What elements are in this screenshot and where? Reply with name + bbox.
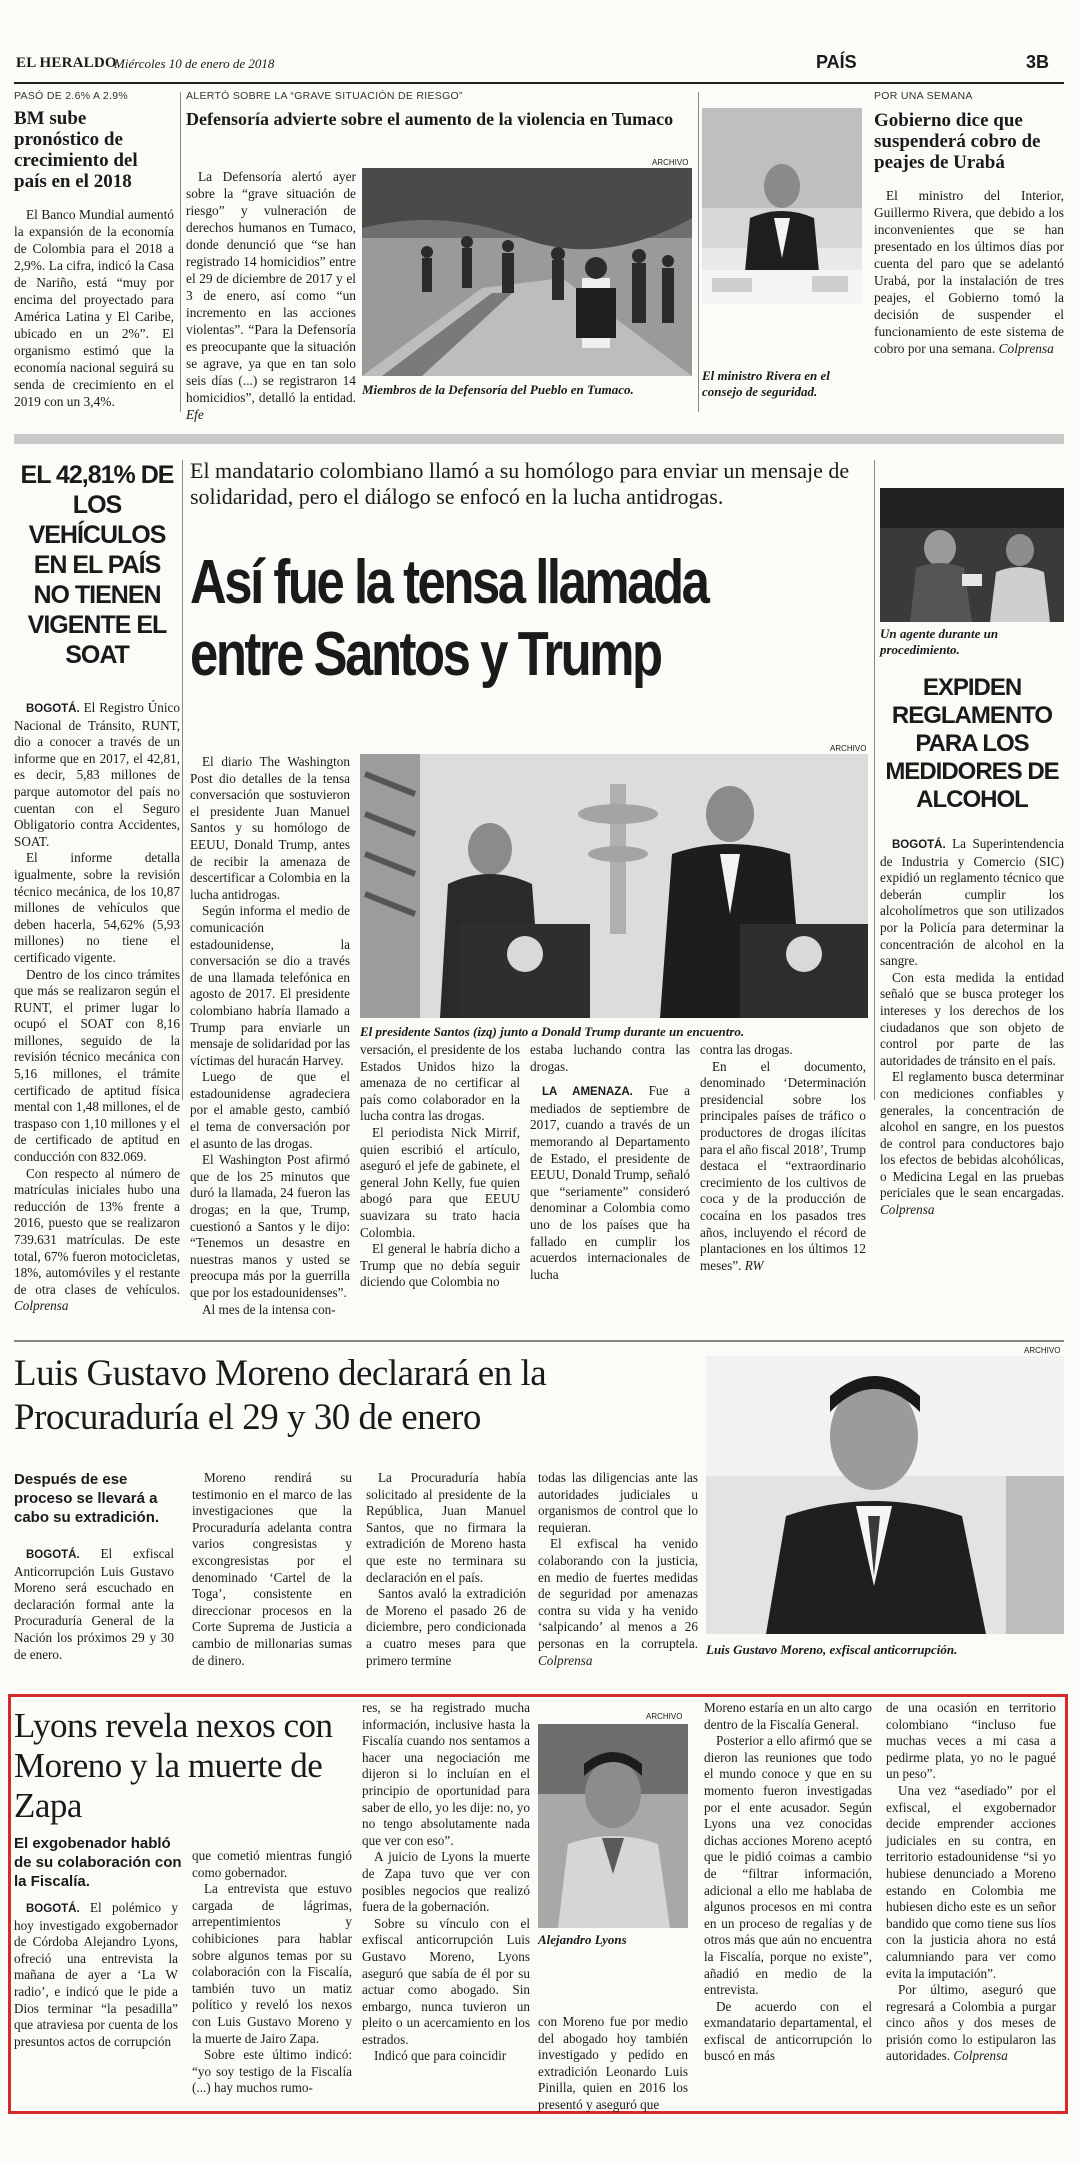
- page-number: 3B: [1026, 52, 1050, 72]
- soat-article: [14, 460, 181, 1314]
- trump-col3-lead: LA AMENAZA.: [542, 1086, 633, 1099]
- tumaco-title: Defensoría advierte sobre el aumento de la violencia en Tumaco: [186, 109, 674, 129]
- trump-photo-credit: ARCHIVO: [830, 744, 867, 753]
- trump-divider: [874, 460, 875, 1100]
- lyons-col6: [886, 1700, 1056, 2065]
- edition-date: Miércoles 10 de enero de 2018: [114, 56, 275, 71]
- moreno-col4-p2: El exfiscal ha venido colaborando con la justicia, en medio de fuertes medidas de seguridad por amenazas contra su vida y ha venido ‘salpicando’ al menos a 26 personas en la corruptela.: [538, 1536, 698, 1651]
- moreno-photo: [706, 1356, 1064, 1634]
- alcohol-p2: Con esta medida la entidad señaló que se busca proteger los intereses y los derechos de los ciudadanos que son objeto de control por parte de las autoridades de tránsito en el país.: [880, 969, 1064, 1068]
- trump-col4: [700, 1042, 866, 1274]
- peajes-article: [702, 90, 1064, 420]
- bm-article: [14, 90, 174, 420]
- moreno-col4-p1: todas las diligencias ante las autoridades judiciales u organismos de control que lo requieran.: [538, 1470, 698, 1535]
- tumaco-kicker: ALERTÓ SOBRE LA “GRAVE SITUACIÓN DE RIESGO”: [186, 90, 463, 102]
- bm-body: [14, 206, 174, 410]
- tumaco-photo-credit: ARCHIVO: [652, 158, 689, 167]
- soat-body: [14, 700, 180, 1315]
- row2-bottom-rule: [14, 1340, 1064, 1342]
- lyons-signature: Colprensa: [953, 2048, 1008, 2064]
- moreno-headline: Luis Gustavo Moreno declarará en la Procuraduría el 29 y 30 de enero: [14, 1353, 547, 1438]
- trump-photo: [360, 754, 868, 1018]
- lyons-caption: Alejandro Lyons: [538, 1932, 627, 1947]
- lyons-col3-p2: A juicio de Lyons la muerte de Zapa tuvo que ver con posibles negocios que realizó fuera de la gobernación.: [362, 1849, 530, 1915]
- lyons-col5: [704, 1700, 872, 2065]
- alcohol-body: [880, 836, 1064, 1219]
- lyons-col6-p2: Una vez “asediado” por el exfiscal, el exgobernador decide emprender acciones judiciales en su contra, en territorio estadounidense “si yo hubiese denunciado a Moreno estando en Colombia me hubiesen dicho este es un señor bandido que como tiene sus líos con la justicia ahora no está calumniando para ver como evita la imputación”.: [886, 1782, 1056, 1981]
- lyons-col2-p1: que cometió mientras fungió como gobernador.: [192, 1848, 352, 1880]
- lyons-col4-p1: con Moreno fue por medio del abogado hoy también investigado y pedido en extradición Leonardo Luis Pinilla, quien en 2016 los presentó y aseguró que: [538, 2014, 688, 2112]
- trump-col1-p4: El Washington Post afirmó que de los 25 minutos que duró la llamada, 24 fueron las drogas; en la que, Trump, cuestionó a Santos y le dijo: “Tenemos un desastre en nuestras manos y usted se preocupa más por la guerrilla que por los estadounidenses”.: [190, 1152, 350, 1300]
- moreno-signature: Colprensa: [538, 1652, 593, 1668]
- moreno-col2: [192, 1470, 352, 1669]
- alcohol-p3: El reglamento busca determinar con mediciones confiables y generales, la concentración de alcohol en sangre, en los puestos de control para conductores bajo los efectos de bebidas alcohólicas, o Medicina Legal en las pruebas periciales que le sean encargadas.: [880, 1069, 1064, 1201]
- bm-divider: [180, 92, 181, 412]
- trump-col4-p2: En el documento, denominado ‘Determinación presidencial sobre los principales países de tráfico o productores de drogas ilícitas para el año fiscal 2018’, Trump destaca el “extraordinario crecimiento de los cultivos de coca y de la producción de cocaína en los pasados tres años, incluyendo el récord de plantaciones en los últimos 12 meses”.: [700, 1058, 866, 1273]
- lyons-col3-p3: Sobre su vínculo con el exfiscal anticorrupción Luis Gustavo Moreno, Lyons aseguró que sabía de él por su actuar como abogado. Sin embargo, nunca tuvieron un pleito o un acercamiento en los estrados.: [362, 1915, 530, 2047]
- peajes-caption: El ministro Rivera en el consejo de seguridad.: [702, 368, 830, 399]
- peajes-body-text: El ministro del Interior, Guillermo Rivera, que debido a los inconvenientes que se han presentado en los últimos días por cuenta del paro que se adelantó Urabá, por la instalación de tres peajes, el Gobierno tomó la decisión de suspender el funcionamiento de este sistema de cobro por una semana.: [874, 188, 1064, 356]
- alcohol-article: [880, 488, 1064, 1218]
- trump-col4-p1: contra las drogas.: [700, 1042, 793, 1057]
- lyons-col2: [192, 1848, 352, 2097]
- lyons-article: [14, 1700, 1062, 2110]
- lyons-col1-text: El polémico y hoy investigado exgobernador de Córdoba Alejandro Lyons, ofreció una entrevista la mañana de ayer a ‘La W radio’, e indicó que le pide a Dios terminar “la pesadilla” que atraviesa por cuenta de los presuntos actos de corrupción: [14, 1900, 178, 2049]
- page-header: [16, 38, 1064, 78]
- soat-p2: El informe detalla igualmente, sobre la revisión técnico mecánica, de los 10,87 millones de vehículos que deben hacerla, 54,62% (5,93 millones) no tiene el certificado vigente.: [14, 850, 180, 965]
- trump-deck: El mandatario colombiano llamó a su homólogo para enviar un mensaje de solidaridad, pero el diálogo se enfocó en la lucha antidrogas.: [190, 458, 850, 509]
- peajes-kicker: POR UNA SEMANA: [874, 90, 973, 102]
- soat-signature: Colprensa: [14, 1298, 69, 1314]
- section-name: PAÍS: [816, 52, 857, 72]
- moreno-col1-text: El exfiscal Anticorrupción Luis Gustavo Moreno será escuchado en declaración formal ante la Procuraduría General de la Nación los próximos 29 y 30 de enero.: [14, 1546, 174, 1662]
- alcohol-signature: Colprensa: [880, 1202, 935, 1218]
- moreno-col4: [538, 1470, 698, 1669]
- lyons-col1: [14, 1900, 178, 2050]
- bm-body-text: El Banco Mundial aumentó la expansión de la economía de Colombia para el 2018 a 2,9%. La cifra, indicó la Casa de Nariño, está “muy por encima del proyectado para América Latina y El Caribe, ubicado en un 2%”. El organismo estimó que la economía nacional seguirá su senda de crecimiento en el 2019 con un 3,4%.: [14, 207, 174, 409]
- moreno-photo-credit: ARCHIVO: [1024, 1346, 1061, 1355]
- soat-p4: Con respecto al número de matrículas iniciales hubo una reducción de 13% frente a 2016, puesto que se realizaron 739.631 matrículas. De este total, 67% fueron motocicletas, 18%, automóviles y el restante de otra clases de vehículos.: [14, 1165, 180, 1297]
- soat-divider: [182, 460, 183, 1100]
- lyons-col5-p1: Moreno estaría en un alto cargo dentro de la Fiscalía General.: [704, 1700, 872, 1732]
- moreno-col2-text: Moreno rendirá su testimonio en el marco de las investigaciones que la Procuraduría adelanta contra varios congresistas y excongresistas por el denominado ‘Cartel de la Toga’, consistente en direccionar procesos en la Corte Suprema de Justicia a cambio de millonarias sumas de dinero.: [192, 1470, 352, 1668]
- peajes-body: [874, 187, 1064, 357]
- lyons-col2-p2: La entrevista que estuvo cargada de lágrimas, arrepentimientos y cohibiciones para hablar sobre algunos temas por su colaboración con la Fiscalía, también tuvo un matiz político y reveló los nexos con Luis Gustavo Moreno y la muerte de Jairo Zapa.: [192, 1881, 352, 2046]
- lyons-col6-p3: Por último, aseguró que regresará a Colombia a purgar cinco años y dos meses de prisión como lo estipularon las autoridades.: [886, 1982, 1056, 2064]
- lyons-dateline: BOGOTÁ.: [26, 1903, 80, 1915]
- lyons-col2-p3: Sobre este último indicó: “yo soy testigo de la Fiscalía (...) hay muchos rumo-: [192, 2047, 352, 2096]
- trump-col1-p3: Luego de que el estadounidense agradeciera por el amable gesto, cambió el tema de conversación por el asunto de las drogas.: [190, 1069, 350, 1151]
- moreno-col3: [366, 1470, 526, 1669]
- soat-dateline: BOGOTÁ.: [26, 703, 80, 715]
- lyons-col6-p1: de una ocasión en territorio colombiano “incluso fue muchas veces a mi casa a pedirme plata, yo no le pagué un peso”.: [886, 1700, 1056, 1782]
- tumaco-divider: [698, 92, 699, 412]
- peajes-title: Gobierno dice que suspenderá cobro de peajes de Urabá: [874, 110, 1041, 173]
- moreno-article: [14, 1346, 1064, 1672]
- trump-col1-p5: Al mes de la intensa con-: [202, 1301, 336, 1317]
- soat-p1: El Registro Único Nacional de Tránsito, RUNT, dio a conocer a través de un informe que en 2017, el 42,81, es decir, 5,83 millones de parque automotor del país no cuentan con el Seguro Obligatorio contra Accidentes, SOAT.: [14, 700, 181, 849]
- alcohol-photo: [880, 488, 1064, 622]
- trump-caption: El presidente Santos (izq) junto a Donald Trump durante un encuentro.: [360, 1024, 745, 1039]
- moreno-dateline: BOGOTÁ.: [26, 1549, 80, 1561]
- trump-col2-p1: versación, el presidente de los Estados Unidos hizo la amenaza de no certificar al país como colaborador en la lucha contra las drogas.: [360, 1042, 520, 1124]
- lyons-col3-p4: Indicó que para coincidir: [374, 2048, 507, 2064]
- moreno-deck: Después de ese proceso se llevará a cabo su extradición.: [14, 1471, 160, 1526]
- tumaco-caption: Miembros de la Defensoría del Pueblo en Tumaco.: [362, 382, 634, 397]
- lyons-headline: Lyons revela nexos con Moreno y la muerte de Zapa: [14, 1706, 333, 1825]
- trump-col2-p3: El general le habría dicho a Trump que no debía seguir diciendo que Colombia no: [360, 1241, 520, 1290]
- peajes-signature: Colprensa: [998, 341, 1054, 356]
- peajes-photo: [702, 108, 862, 304]
- moreno-caption: Luis Gustavo Moreno, exfiscal anticorrupción.: [706, 1642, 958, 1657]
- trump-col3-p1: estaba luchando contra las drogas.: [530, 1042, 690, 1074]
- tumaco-article: [186, 90, 694, 420]
- trump-col1: [190, 754, 350, 1318]
- trump-col2: [360, 1042, 520, 1291]
- alcohol-title: EXPIDEN REGLAMENTO PARA LOS MEDIDORES DE ALCOHOL: [885, 674, 1059, 813]
- lyons-col3-p1: res, se ha registrado mucha información, inclusive hasta la Fiscalía cuando nos sentamos a hacer una negociación me dijeron si lo incluían en el principio de oportunidad para saber de ello, yo les dije: no, yo no tengo absolutamente nada que ver con eso”.: [362, 1700, 530, 1848]
- moreno-col3-p1: La Procuraduría había solicitado al presidente de la República, Juan Manuel Santos, que no firmara la extradición de Moreno hasta que este no terminara su declaración en el país.: [366, 1470, 526, 1585]
- trump-headline-1: Así fue la tensa llamada: [190, 548, 708, 617]
- trump-col3: [530, 1042, 690, 1283]
- lyons-col4: [538, 2014, 688, 2114]
- lyons-col3: [362, 1700, 530, 2065]
- trump-headline-2: entre Santos y Trump: [190, 620, 661, 689]
- header-rule: [14, 82, 1064, 84]
- lyons-photo-credit: ARCHIVO: [646, 1712, 683, 1721]
- trump-col1-p2: Según informa el medio de comunicación estadounidense, la conversación se dio a través de una llamada telefónica en agosto de 2017. El presidente colombiano habría llamado a Trump para enviarle un mensaje de solidaridad por las víctimas del huracán Harvey.: [190, 903, 350, 1068]
- lyons-col5-p3: De acuerdo con el exmandatario departamental, el exfiscal de anticorrupción lo buscó en más: [704, 1998, 872, 2064]
- trump-signature: RW: [744, 1257, 764, 1273]
- bm-title: BM sube pronóstico de crecimiento del país en el 2018: [14, 108, 138, 192]
- trump-col2-p2: El periodista Nick Mirrif, quien escribió el artículo, aseguró el jefe de gabinete, el general John Kelly, fue quien abogó para que EEUU suavizara su trato hacia Colombia.: [360, 1124, 520, 1240]
- tumaco-body: [186, 168, 356, 423]
- alcohol-caption: Un agente durante un procedimiento.: [880, 626, 999, 657]
- moreno-col1: [14, 1546, 174, 1663]
- trump-col1-p1: El diario The Washington Post dio detalles de la tensa conversación que sostuvieron el presidente Juan Manuel Santos y su homólogo de EEUU, Donald Trump, antes de recibir la amenaza de descertificar a Colombia en la lucha antidrogas.: [190, 754, 350, 902]
- alcohol-p1: La Superintendencia de Industria y Comercio (SIC) expidió un reglamento técnico que deberán cumplir los alcoholímetros que son utilizados por la Policía para determinar la concentración de alcohol en la sangre.: [880, 836, 1064, 969]
- trump-col3-p2: Fue a mediados de septiembre de 2017, cuando a través de un memorando al Departamento de Estado, el presidente de EEUU, Donald Trump, señaló que “seriamente” consideró denominar a Colombia como uno de los países que ha fallado en cumplir los acuerdos internacionales de lucha: [530, 1083, 690, 1282]
- lyons-deck: El exgobenador habló de su colaboración con la Fiscalía.: [14, 1835, 182, 1890]
- section-band: [14, 434, 1064, 444]
- lyons-photo: [538, 1724, 688, 1928]
- tumaco-signature: Efe: [186, 407, 204, 422]
- newspaper-brand: EL HERALDO: [16, 55, 117, 71]
- tumaco-body-text: La Defensoría alertó ayer sobre la “grave situación de riesgo” y vulneración de derechos humanos en Tumaco, donde denunció que “se han registrado 14 homicidios” entre el 29 de diciembre de 2017 y el 3 de enero, así como “un incremento en las acciones violentas”. “Para la Defensoría es preocupante que la situación se agrave, ya que en tan solo seis días (...) se registraron 14 homicidios”, detalló la entidad.: [186, 169, 356, 405]
- alcohol-dateline: BOGOTÁ.: [892, 839, 946, 851]
- soat-p3: Dentro de los cinco trámites que más se realizaron según el RUNT, el primer lugar lo ocupó el SOAT con 8,16 millones, seguido de la revisión técnico mecánica con 5,16 millones, el trámite certificado de aptitud física mental con 1,48 millones, el de traspaso con 1,10 millones y el de certificado de aptitud en conducción con 832.069.: [14, 966, 180, 1165]
- lyons-col5-p2: Posterior a ello afirmó que se dieron las reuniones que todo el mundo conoce y que en su momento fueron investigadas por el ente acusador. Según Lyons una vez conocidas dichas acciones Moreno aceptó que le pidió coimas a cambio de “filtrar información, adicional a ello me hablaba de algunos procesos en mi contra en un proceso de regalías y de otros más que aún no encuentra la Fiscalía, porque no existe”, añadió en medio de la entrevista.: [704, 1733, 872, 1998]
- soat-title: EL 42,81% DE LOS VEHÍCULOS EN EL PAÍS NO TIENEN VIGENTE EL SOAT: [20, 461, 174, 669]
- tumaco-photo: [362, 168, 692, 376]
- moreno-col3-p2: Santos avaló la extradición de Moreno el pasado 26 de diciembre, pero condicionada a cuatro meses para que primero termine: [366, 1586, 526, 1668]
- bm-kicker: PASÓ DE 2.6% A 2.9%: [14, 90, 129, 102]
